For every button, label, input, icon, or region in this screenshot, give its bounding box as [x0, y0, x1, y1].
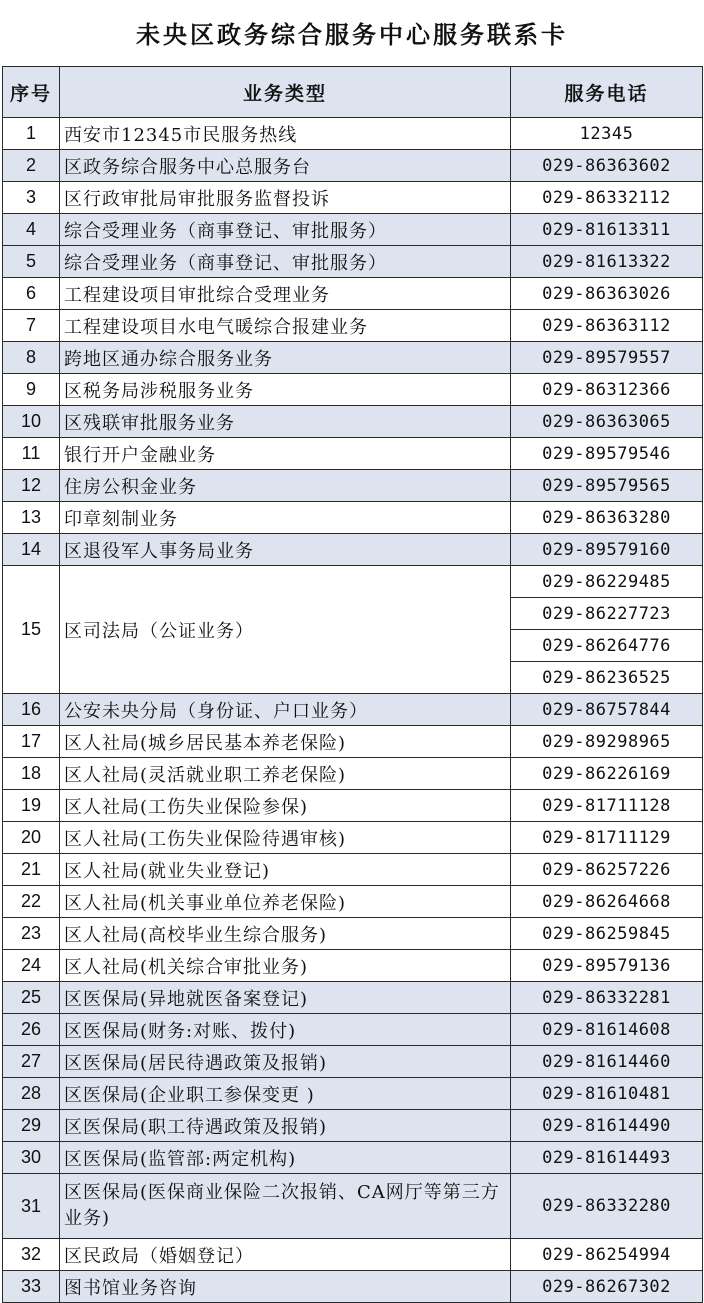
table-row [3, 726, 703, 758]
table-row [3, 1014, 703, 1046]
row-number: 22 [3, 886, 60, 918]
row-number: 8 [3, 342, 60, 374]
service-phone: 029-86363602 [511, 150, 703, 182]
service-phone: 029-86264668 [511, 886, 703, 918]
service-phone: 029-81711128 [511, 790, 703, 822]
service-type: 区医保局(居民待遇政策及报销) [60, 1046, 511, 1078]
service-phone: 029-86363026 [511, 278, 703, 310]
contact-table [2, 66, 703, 1303]
row-number: 31 [3, 1174, 60, 1239]
service-type: 区医保局(企业职工参保变更 ) [60, 1078, 511, 1110]
table-row [3, 406, 703, 438]
service-phone: 029-86332280 [511, 1174, 703, 1239]
page-title: 未央区政务综合服务中心服务联系卡 [136, 21, 568, 49]
service-type: 区残联审批服务业务 [60, 406, 511, 438]
table-body [3, 118, 703, 1303]
row-number: 18 [3, 758, 60, 790]
row-number: 21 [3, 854, 60, 886]
service-phone: 029-89579557 [511, 342, 703, 374]
service-type: 区人社局(机关综合审批业务) [60, 950, 511, 982]
service-phone: 12345 [511, 118, 703, 150]
row-number: 4 [3, 214, 60, 246]
header-type: 业务类型 [60, 67, 511, 118]
table-row [3, 694, 703, 726]
row-number: 30 [3, 1142, 60, 1174]
table-row [3, 1046, 703, 1078]
table-row [3, 854, 703, 886]
table-row [3, 1174, 703, 1239]
service-phone: 029-89579160 [511, 534, 703, 566]
table-row [3, 150, 703, 182]
row-number: 24 [3, 950, 60, 982]
table-row [3, 278, 703, 310]
service-phone: 029-89579546 [511, 438, 703, 470]
service-phone: 029-89298965 [511, 726, 703, 758]
service-phone: 029-86227723 [511, 598, 703, 630]
table-row [3, 1239, 703, 1271]
service-phone: 029-86267302 [511, 1271, 703, 1303]
table-row [3, 1078, 703, 1110]
service-phone: 029-81614493 [511, 1142, 703, 1174]
service-phone: 029-81610481 [511, 1078, 703, 1110]
service-phone: 029-86312366 [511, 374, 703, 406]
row-number: 11 [3, 438, 60, 470]
row-number: 5 [3, 246, 60, 278]
row-number: 27 [3, 1046, 60, 1078]
header-phone: 服务电话 [511, 67, 703, 118]
table-row [3, 246, 703, 278]
service-phone: 029-86332112 [511, 182, 703, 214]
service-type: 公安未央分局（身份证、户口业务） [60, 694, 511, 726]
row-number: 23 [3, 918, 60, 950]
service-type: 区司法局（公证业务） [60, 566, 511, 694]
row-number: 20 [3, 822, 60, 854]
table-row [3, 502, 703, 534]
service-type: 区人社局(工伤失业保险参保) [60, 790, 511, 822]
table-row [3, 1110, 703, 1142]
table-row [3, 214, 703, 246]
row-number: 2 [3, 150, 60, 182]
service-phone: 029-89579136 [511, 950, 703, 982]
table-row [3, 118, 703, 150]
service-phone: 029-86363065 [511, 406, 703, 438]
service-phone: 029-81614490 [511, 1110, 703, 1142]
row-number: 6 [3, 278, 60, 310]
table-row [3, 342, 703, 374]
row-number: 29 [3, 1110, 60, 1142]
service-type: 工程建设项目水电气暖综合报建业务 [60, 310, 511, 342]
table-row [3, 758, 703, 790]
service-type: 区行政审批局审批服务监督投诉 [60, 182, 511, 214]
table-row [3, 470, 703, 502]
service-type: 跨地区通办综合服务业务 [60, 342, 511, 374]
table-row [3, 374, 703, 406]
table-row [3, 886, 703, 918]
service-phone: 029-81613311 [511, 214, 703, 246]
service-type: 区医保局(财务:对账、拨付) [60, 1014, 511, 1046]
service-phone: 029-86257226 [511, 854, 703, 886]
table-row [3, 918, 703, 950]
service-type: 住房公积金业务 [60, 470, 511, 502]
service-type: 区医保局(职工待遇政策及报销) [60, 1110, 511, 1142]
table-row [3, 790, 703, 822]
service-phone: 029-86332281 [511, 982, 703, 1014]
table-row [3, 1271, 703, 1303]
service-phone: 029-86363280 [511, 502, 703, 534]
table-row [3, 310, 703, 342]
service-phone: 029-89579565 [511, 470, 703, 502]
service-type: 工程建设项目审批综合受理业务 [60, 278, 511, 310]
service-phone: 029-86254994 [511, 1239, 703, 1271]
service-phone: 029-81614608 [511, 1014, 703, 1046]
table-row [3, 534, 703, 566]
service-type: 区人社局(机关事业单位养老保险) [60, 886, 511, 918]
row-number: 7 [3, 310, 60, 342]
table-row [3, 438, 703, 470]
row-number: 13 [3, 502, 60, 534]
service-type: 综合受理业务（商事登记、审批服务） [60, 246, 511, 278]
service-phone: 029-86229485 [511, 566, 703, 598]
service-phone: 029-86264776 [511, 630, 703, 662]
service-type: 区人社局(灵活就业职工养老保险) [60, 758, 511, 790]
row-number: 33 [3, 1271, 60, 1303]
row-number: 1 [3, 118, 60, 150]
service-phone: 029-86363112 [511, 310, 703, 342]
service-type: 银行开户金融业务 [60, 438, 511, 470]
service-phone: 029-81613322 [511, 246, 703, 278]
row-number: 28 [3, 1078, 60, 1110]
row-number: 26 [3, 1014, 60, 1046]
service-type: 图书馆业务咨询 [60, 1271, 511, 1303]
row-number: 15 [3, 566, 60, 694]
service-type: 区医保局(监管部:两定机构) [60, 1142, 511, 1174]
service-type: 区税务局涉税服务业务 [60, 374, 511, 406]
header-no: 序号 [3, 67, 60, 118]
row-number: 16 [3, 694, 60, 726]
table-header-row [3, 67, 703, 118]
service-phone: 029-86236525 [511, 662, 703, 694]
table-row [3, 822, 703, 854]
service-type: 区人社局(高校毕业生综合服务) [60, 918, 511, 950]
service-type: 区人社局(工伤失业保险待遇审核) [60, 822, 511, 854]
service-type: 印章刻制业务 [60, 502, 511, 534]
service-phone: 029-81614460 [511, 1046, 703, 1078]
service-type: 区政务综合服务中心总服务台 [60, 150, 511, 182]
table-row [3, 950, 703, 982]
row-number: 25 [3, 982, 60, 1014]
row-number: 32 [3, 1239, 60, 1271]
row-number: 17 [3, 726, 60, 758]
service-type: 区民政局（婚姻登记） [60, 1239, 511, 1271]
service-phone: 029-86757844 [511, 694, 703, 726]
service-phone: 029-86259845 [511, 918, 703, 950]
row-number: 3 [3, 182, 60, 214]
service-type: 区医保局(医保商业保险二次报销、CA网厅等第三方业务) [60, 1174, 511, 1239]
table-row [3, 1142, 703, 1174]
service-phone: 029-86226169 [511, 758, 703, 790]
service-type: 区医保局(异地就医备案登记) [60, 982, 511, 1014]
table-row [3, 182, 703, 214]
table-row [3, 982, 703, 1014]
row-number: 12 [3, 470, 60, 502]
service-type: 区人社局(城乡居民基本养老保险) [60, 726, 511, 758]
service-type: 区退役军人事务局业务 [60, 534, 511, 566]
service-phone: 029-81711129 [511, 822, 703, 854]
service-type: 综合受理业务（商事登记、审批服务） [60, 214, 511, 246]
service-type: 西安市12345市民服务热线 [60, 118, 511, 150]
service-type: 区人社局(就业失业登记) [60, 854, 511, 886]
row-number: 19 [3, 790, 60, 822]
row-number: 14 [3, 534, 60, 566]
row-number: 9 [3, 374, 60, 406]
row-number: 10 [3, 406, 60, 438]
table-row [3, 566, 703, 598]
